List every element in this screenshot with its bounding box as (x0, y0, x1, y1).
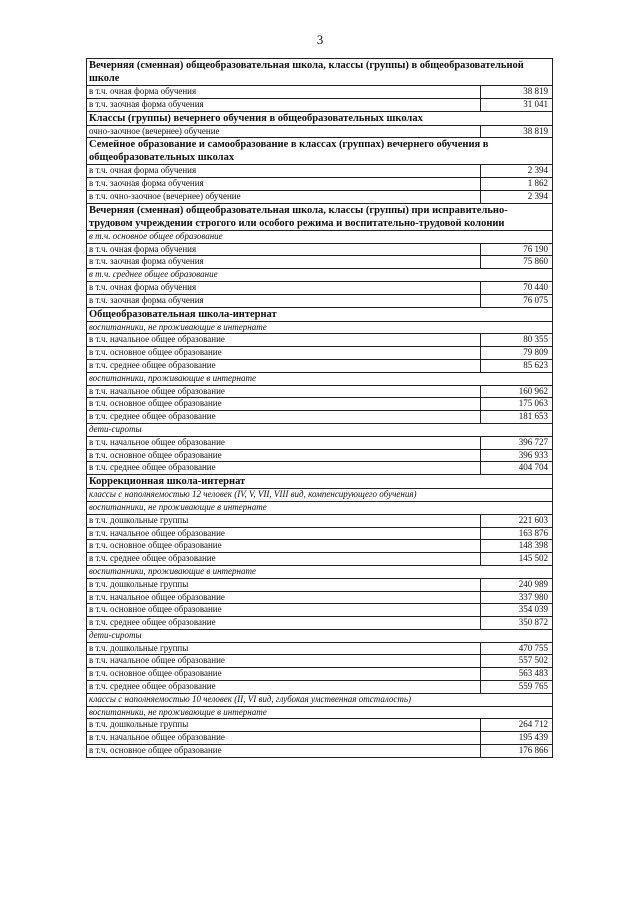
row-label: в т.ч. начальное общее образование (87, 436, 481, 449)
row-value: 79 809 (481, 347, 553, 360)
table-row (87, 719, 553, 732)
row-label: в т.ч. начальное общее образование (87, 527, 481, 540)
table-row (87, 334, 553, 347)
subsection-row (87, 629, 553, 642)
table-row (87, 540, 553, 553)
section-heading-row (87, 59, 553, 86)
table-row (87, 178, 553, 191)
subsection-label: воспитанники, проживающие в интернате (87, 372, 553, 385)
row-label: в т.ч. среднее общее образование (87, 359, 481, 372)
row-label: в т.ч. дошкольные группы (87, 514, 481, 527)
row-label: в т.ч. среднее общее образование (87, 553, 481, 566)
section-heading: Семейное образование и самообразование в классах (группах) вечернего обучения в общеобразовательных школах (87, 138, 553, 165)
section-heading-row (87, 111, 553, 125)
table-row (87, 125, 553, 138)
subsection-row (87, 372, 553, 385)
section-heading: Коррекционная школа-интернат (87, 475, 553, 489)
row-label: в т.ч. заочная форма обучения (87, 98, 481, 111)
row-value: 404 704 (481, 462, 553, 475)
row-value: 175 063 (481, 398, 553, 411)
table-row (87, 745, 553, 758)
table-row (87, 436, 553, 449)
table-row (87, 281, 553, 294)
row-value: 1 862 (481, 178, 553, 191)
table-row (87, 385, 553, 398)
row-value: 264 712 (481, 719, 553, 732)
row-value: 80 355 (481, 334, 553, 347)
row-value: 176 866 (481, 745, 553, 758)
table-row (87, 359, 553, 372)
section-heading-row (87, 475, 553, 489)
section-heading-row (87, 307, 553, 321)
row-label: в т.ч. основное общее образование (87, 668, 481, 681)
table-row (87, 347, 553, 360)
row-value: 470 755 (481, 642, 553, 655)
subsection-row (87, 706, 553, 719)
row-value: 240 989 (481, 578, 553, 591)
row-label: в т.ч. основное общее образование (87, 398, 481, 411)
row-value: 559 765 (481, 681, 553, 694)
table-row (87, 449, 553, 462)
row-label: в т.ч. дошкольные группы (87, 642, 481, 655)
table-row (87, 398, 553, 411)
table-row (87, 462, 553, 475)
row-label: в т.ч. очная форма обучения (87, 243, 481, 256)
subsection-row (87, 565, 553, 578)
table-row (87, 165, 553, 178)
subsection-row (87, 501, 553, 514)
page-number: 3 (316, 32, 324, 47)
row-label: в т.ч. заочная форма обучения (87, 178, 481, 191)
row-value: 148 398 (481, 540, 553, 553)
subsection-label: классы с наполняемостью 12 человек (IV, V, VII, VIII вид, компенсирующего обучения) (87, 489, 553, 502)
table-row (87, 553, 553, 566)
section-heading-row (87, 203, 553, 230)
subsection-label: классы с наполняемостью 10 человек (II, VI вид, глубокая умственная отсталость) (87, 693, 553, 706)
table-row (87, 642, 553, 655)
row-value: 76 075 (481, 294, 553, 307)
row-value: 76 190 (481, 243, 553, 256)
subsection-row (87, 693, 553, 706)
row-label: в т.ч. среднее общее образование (87, 681, 481, 694)
section-heading-row (87, 138, 553, 165)
row-value: 557 502 (481, 655, 553, 668)
row-label: в т.ч. очная форма обучения (87, 165, 481, 178)
row-label: в т.ч. дошкольные группы (87, 719, 481, 732)
table-row (87, 578, 553, 591)
row-value: 31 041 (481, 98, 553, 111)
row-value: 337 980 (481, 591, 553, 604)
row-label: в т.ч. начальное общее образование (87, 385, 481, 398)
subsection-row (87, 269, 553, 282)
subsection-label: в т.ч. основное общее образование (87, 230, 553, 243)
row-label: в т.ч. среднее общее образование (87, 462, 481, 475)
subsection-label: дети-сироты (87, 423, 553, 436)
table-row (87, 527, 553, 540)
table-row (87, 617, 553, 630)
table-row (87, 294, 553, 307)
tariff-table (86, 58, 553, 758)
table-row (87, 98, 553, 111)
subsection-label: воспитанники, не проживающие в интернате (87, 501, 553, 514)
subsection-label: воспитанники, проживающие в интернате (87, 565, 553, 578)
row-label: в т.ч. начальное общее образование (87, 334, 481, 347)
row-label: в т.ч. среднее общее образование (87, 411, 481, 424)
subsection-row (87, 423, 553, 436)
row-label: в т.ч. начальное общее образование (87, 655, 481, 668)
row-label: в т.ч. среднее общее образование (87, 617, 481, 630)
row-value: 350 872 (481, 617, 553, 630)
row-value: 396 933 (481, 449, 553, 462)
table-row (87, 591, 553, 604)
table-row (87, 668, 553, 681)
row-label: в т.ч. очно-заочное (вечернее) обучение (87, 190, 481, 203)
section-heading: Вечерняя (сменная) общеобразовательная школа, классы (группы) в общеобразовательной школе (87, 59, 553, 86)
table-row (87, 243, 553, 256)
row-value: 70 440 (481, 281, 553, 294)
row-value: 163 876 (481, 527, 553, 540)
subsection-label: воспитанники, не проживающие в интернате (87, 321, 553, 334)
subsection-label: дети-сироты (87, 629, 553, 642)
table-row (87, 86, 553, 99)
row-label: в т.ч. заочная форма обучения (87, 256, 481, 269)
table-row (87, 411, 553, 424)
subsection-label: воспитанники, не проживающие в интернате (87, 706, 553, 719)
row-value: 160 962 (481, 385, 553, 398)
row-value: 181 653 (481, 411, 553, 424)
row-value: 85 623 (481, 359, 553, 372)
table-row (87, 256, 553, 269)
section-heading: Классы (группы) вечернего обучения в общеобразовательных школах (87, 111, 553, 125)
section-heading: Вечерняя (сменная) общеобразовательная школа, классы (группы) при исправительно-трудовом учреждении строгого или особого режима и воспитательно-трудовой колонии (87, 203, 553, 230)
row-value: 75 860 (481, 256, 553, 269)
row-label: в т.ч. основное общее образование (87, 604, 481, 617)
row-value: 38 819 (481, 125, 553, 138)
table-row (87, 681, 553, 694)
row-label: в т.ч. основное общее образование (87, 540, 481, 553)
row-value: 2 394 (481, 190, 553, 203)
row-value: 38 819 (481, 86, 553, 99)
table-row (87, 514, 553, 527)
row-value: 195 439 (481, 732, 553, 745)
row-label: в т.ч. основное общее образование (87, 347, 481, 360)
row-label: в т.ч. начальное общее образование (87, 591, 481, 604)
row-value: 354 039 (481, 604, 553, 617)
row-label: очно-заочное (вечернее) обучение (87, 125, 481, 138)
subsection-label: в т.ч. среднее общее образование (87, 269, 553, 282)
subsection-row (87, 321, 553, 334)
row-label: в т.ч. начальное общее образование (87, 732, 481, 745)
row-value: 145 502 (481, 553, 553, 566)
row-label: в т.ч. заочная форма обучения (87, 294, 481, 307)
row-value: 2 394 (481, 165, 553, 178)
table-row (87, 655, 553, 668)
row-label: в т.ч. основное общее образование (87, 745, 481, 758)
section-heading: Общеобразовательная школа-интернат (87, 307, 553, 321)
subsection-row (87, 230, 553, 243)
table-row (87, 190, 553, 203)
subsection-row (87, 489, 553, 502)
row-value: 563 483 (481, 668, 553, 681)
row-value: 396 727 (481, 436, 553, 449)
row-label: в т.ч. основное общее образование (87, 449, 481, 462)
row-value: 221 603 (481, 514, 553, 527)
row-label: в т.ч. дошкольные группы (87, 578, 481, 591)
row-label: в т.ч. очная форма обучения (87, 86, 481, 99)
row-label: в т.ч. очная форма обучения (87, 281, 481, 294)
table-row (87, 604, 553, 617)
table-row (87, 732, 553, 745)
